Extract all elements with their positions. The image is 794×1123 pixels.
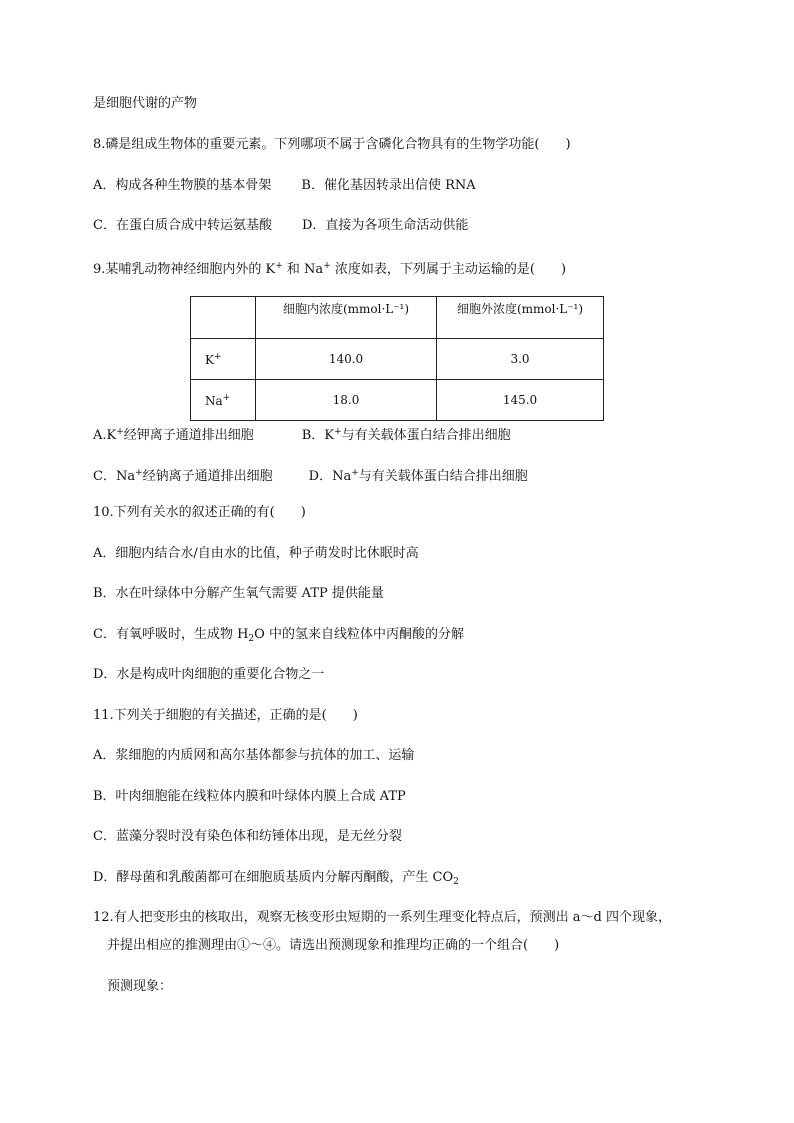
inside-value: 18.0	[256, 380, 437, 421]
question-12: 12.有人把变形虫的核取出，观察无核变形虫短期的一系列生理变化特点后，预测出 a～d 四个现象，	[93, 910, 672, 925]
option-a: A．浆细胞的内质网和高尔基体都参与抗体的加工、运输	[93, 748, 415, 763]
question-8-options-cd	[93, 218, 468, 234]
ion-cell: K+	[191, 339, 256, 380]
question-9-options-cd	[93, 465, 528, 485]
ion-cell: Na+	[191, 380, 256, 421]
option-a: A．构成各种生物膜的基本骨架	[93, 178, 272, 193]
option-d: D．水是构成叶肉细胞的重要化合物之一	[93, 667, 325, 682]
option-b: B．催化基因转录出信使 RNA	[301, 178, 476, 193]
option-d: D．酵母菌和乳酸菌都可在细胞质基质内分解丙酮酸，产生 $CO_2$	[93, 870, 459, 887]
question-8: 8.磷是组成生物体的重要元素。下列哪项不属于含磷化合物具有的生物学功能( )	[93, 137, 571, 152]
concentration-table	[190, 296, 604, 421]
prediction-heading: 预测现象：	[107, 979, 173, 994]
question-11: 11.下列关于细胞的有关描述，正确的是( )	[93, 708, 358, 723]
table-header-cell: 细胞内浓度(mmol·L⁻¹)	[256, 297, 437, 339]
option-a: A.K+经钾离子通道排出细胞	[93, 427, 254, 443]
option-b: B．叶肉细胞能在线粒体内膜和叶绿体内膜上合成 ATP	[93, 789, 406, 804]
option-b: B．K+与有关载体蛋白结合排出细胞	[301, 427, 511, 443]
table-row	[191, 380, 604, 421]
question-10: 10.下列有关水的叙述正确的有( )	[93, 505, 306, 520]
text-line: 是细胞代谢的产物	[93, 96, 198, 111]
option-d: D．Na+与有关载体蛋白结合排出细胞	[308, 468, 528, 484]
option-a: A．细胞内结合水/自由水的比值，种子萌发时比休眠时高	[93, 546, 419, 561]
outside-value: 145.0	[437, 380, 604, 421]
table-row	[191, 339, 604, 380]
option-c: C．Na+经钠离子通道排出细胞	[93, 468, 273, 484]
question-9-options-ab	[93, 424, 511, 444]
question-8-options-ab	[93, 178, 476, 194]
option-b: B．水在叶绿体中分解产生氧气需要 ATP 提供能量	[93, 586, 384, 601]
option-c: C．有氧呼吸时，生成物 $H_2O$ 中的氢来自线粒体中丙酮酸的分解	[93, 627, 464, 644]
question-9: 9.某哺乳动物神经细胞内外的 K+ 和 Na+ 浓度如表，下列属于主动运输的是( )	[93, 261, 567, 277]
option-c: C．在蛋白质合成中转运氨基酸	[93, 218, 272, 233]
table-header-cell	[191, 297, 256, 339]
inside-value: 140.0	[256, 339, 437, 380]
option-d: D．直接为各项生命活动供能	[301, 218, 469, 233]
question-12-continued: 并提出相应的推测理由①～④。请选出预测现象和推理均正确的一个组合( )	[107, 938, 560, 953]
option-c: C．蓝藻分裂时没有染色体和纺锤体出现，是无丝分裂	[93, 829, 402, 844]
outside-value: 3.0	[437, 339, 604, 380]
table-header-row	[191, 297, 604, 339]
table-header-cell: 细胞外浓度(mmol·L⁻¹)	[437, 297, 604, 339]
